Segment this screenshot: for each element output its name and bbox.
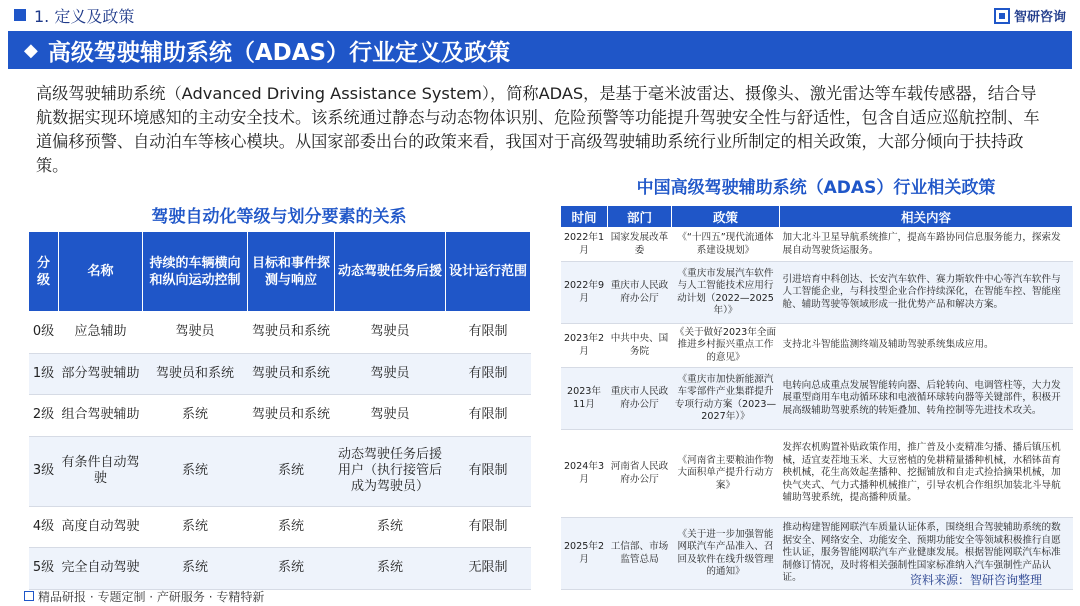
table-cell: 应急辅助 xyxy=(59,312,143,354)
table-cell: 《关于做好2023年全面推进乡村振兴重点工作的意见》 xyxy=(672,324,780,368)
table-cell: 5级 xyxy=(29,548,59,590)
logo-text: 智研咨询 xyxy=(1013,10,1066,25)
table-cell: 驾驶员 xyxy=(335,395,446,437)
table-row xyxy=(29,395,531,437)
footer-text: 精品研报 · 专题定制 · 产研服务 · 专精特新 xyxy=(38,589,265,604)
table-cell: 《“十四五”现代流通体系建设规划》 xyxy=(672,228,780,262)
table-cell: 系统 xyxy=(248,436,335,506)
table-row xyxy=(29,548,531,590)
table-cell: 有限制 xyxy=(446,312,531,354)
table-cell: 重庆市人民政府办公厅 xyxy=(608,368,672,430)
table-row xyxy=(561,368,1073,430)
table-cell: 2023年11月 xyxy=(561,368,608,430)
brand-logo xyxy=(994,6,1066,25)
table-cell: 驾驶员和系统 xyxy=(248,312,335,354)
table-cell: 1级 xyxy=(29,353,59,395)
table-cell: 驾驶员 xyxy=(335,312,446,354)
table-cell: 系统 xyxy=(335,548,446,590)
table-cell: 2023年2月 xyxy=(561,324,608,368)
column-header: 相关内容 xyxy=(780,206,1073,228)
column-header: 设计运行范围 xyxy=(446,232,531,312)
source-note: 资料来源：智研咨询整理 xyxy=(909,573,1042,587)
table-row xyxy=(29,353,531,395)
table-cell: 发挥农机购置补贴政策作用，推广普及小麦精准匀播、播后镇压机械，适宜麦茬地玉米、大豆密植的免耕精量播种机械，水稻钵苗育秧机械，花生高效起垄播种、挖掘铺放和自走式捡拾摘果机械，加快气夹式、气力式播种机械推广，引导农机合作组织加装北斗导航辅助驾驶系统，提高播种质量。 xyxy=(780,430,1073,518)
intro-paragraph: 高级驾驶辅助系统（Advanced Driving Assistance System），简称ADAS，是基于毫米波雷达、摄像头、激光雷达等车载传感器，结合导航数据实现环境感知的主动安全技术。该系统通过静态与动态物体识别、危险预警等功能提升驾驶安全性与舒适性，包含自适应巡航控制、车道偏移预警、自动泊车等核心模块。从国家部委出台的政策来看，我国对于高级驾驶辅助系统行业所制定的相关政策，大部分倾向于扶持政策。 xyxy=(36,84,1040,175)
column-header: 名称 xyxy=(59,232,143,312)
table-cell: 《河南省主要粮油作物大面积单产提升行动方案》 xyxy=(672,430,780,518)
automation-level-table xyxy=(28,231,531,590)
policy-table-title: 中国高级驾驶辅助系统（ADAS）行业相关政策 xyxy=(636,178,996,198)
table-row xyxy=(561,324,1073,368)
table-cell: 无限制 xyxy=(446,548,531,590)
table-cell: 驾驶员和系统 xyxy=(248,395,335,437)
table-cell: 高度自动驾驶 xyxy=(59,506,143,548)
section-bar xyxy=(0,0,1080,30)
table-cell: 系统 xyxy=(248,548,335,590)
table-row xyxy=(29,436,531,506)
report-icon xyxy=(24,591,34,601)
policy-table xyxy=(560,205,1073,590)
table-cell: 2025年2月 xyxy=(561,518,608,590)
table-header-row xyxy=(29,232,531,312)
table-cell: 2022年1月 xyxy=(561,228,608,262)
section-label: 1. 定义及政策 xyxy=(34,6,135,26)
table-cell: 组合驾驶辅助 xyxy=(59,395,143,437)
table-cell: 河南省人民政府办公厅 xyxy=(608,430,672,518)
page-title: 高级驾驶辅助系统（ADAS）行业定义及政策 xyxy=(47,39,511,66)
table-cell: 引进培育中科创达、长安汽车软件、赛力斯软件中心等汽车软件与人工智能企业，与科技型企业合作持续深化，在智能车控、智能座舱、辅助驾驶等领域形成一批优势产品和解决方案。 xyxy=(780,262,1073,324)
section-square-icon xyxy=(14,9,26,21)
table-cell: 推动构建智能网联汽车质量认证体系，围绕组合驾驶辅助系统的数据安全、网络安全、功能安全、预期功能安全等领域积极推行自愿性认证，服务智能网联汽车产业健康发展。根据智能网联汽车标准制修订情况，及时将相关强制性国家标准纳入汽车强制性产品认证。 xyxy=(780,518,1073,590)
table-cell: 2级 xyxy=(29,395,59,437)
title-bar xyxy=(8,31,1072,69)
table-row xyxy=(561,262,1073,324)
table-cell: 完全自动驾驶 xyxy=(59,548,143,590)
logo-mark-icon xyxy=(994,8,1010,24)
table-cell: 《重庆市加快新能源汽车零部件产业集群提升专项行动方案（2023—2027年）》 xyxy=(672,368,780,430)
table-cell: 系统 xyxy=(143,395,248,437)
column-header: 政策 xyxy=(672,206,780,228)
table-header-row xyxy=(561,206,1073,228)
table-row xyxy=(561,228,1073,262)
column-header: 分级 xyxy=(29,232,59,312)
table-cell: 有限制 xyxy=(446,353,531,395)
table-cell: 2024年3月 xyxy=(561,430,608,518)
level-table-title: 驾驶自动化等级与划分要素的关系 xyxy=(151,207,407,227)
table-cell: 《重庆市发展汽车软件与人工智能技术应用行动计划（2022—2025年）》 xyxy=(672,262,780,324)
column-header: 部门 xyxy=(608,206,672,228)
table-cell: 电转向总成重点发展智能转向器、后轮转向、电调管柱等，大力发展重型商用车电动循环球和电液循环球转向器等关键部件，积极开展高级辅助驾驶系统的转矩叠加、转角控制等先进技术攻关。 xyxy=(780,368,1073,430)
table-cell: 动态驾驶任务后援用户（执行接管后成为驾驶员） xyxy=(335,436,446,506)
table-cell: 加大北斗卫星导航系统推广，提高车路协同信息服务能力，探索发展自动驾驶货运服务。 xyxy=(780,228,1073,262)
table-cell: 4级 xyxy=(29,506,59,548)
table-cell: 《关于进一步加强智能网联汽车产品准入、召回及软件在线升级管理的通知》 xyxy=(672,518,780,590)
table-cell: 有条件自动驾驶 xyxy=(59,436,143,506)
table-cell: 重庆市人民政府办公厅 xyxy=(608,262,672,324)
table-cell: 系统 xyxy=(143,548,248,590)
diamond-icon: ◆ xyxy=(24,39,38,61)
table-cell: 驾驶员 xyxy=(143,312,248,354)
table-row xyxy=(29,506,531,548)
table-cell: 中共中央、国务院 xyxy=(608,324,672,368)
footer-bar xyxy=(0,586,1080,606)
table-cell: 国家发展改革委 xyxy=(608,228,672,262)
column-header: 目标和事件探测与响应 xyxy=(248,232,335,312)
table-cell: 0级 xyxy=(29,312,59,354)
table-cell: 驾驶员和系统 xyxy=(143,353,248,395)
table-cell: 系统 xyxy=(248,506,335,548)
table-row xyxy=(29,312,531,354)
table-row xyxy=(561,430,1073,518)
column-header: 动态驾驶任务后援 xyxy=(335,232,446,312)
table-cell: 系统 xyxy=(143,436,248,506)
table-cell: 系统 xyxy=(335,506,446,548)
table-cell: 支持北斗智能监测终端及辅助驾驶系统集成应用。 xyxy=(780,324,1073,368)
column-header: 持续的车辆横向和纵向运动控制 xyxy=(143,232,248,312)
table-cell: 驾驶员 xyxy=(335,353,446,395)
table-cell: 工信部、市场监管总局 xyxy=(608,518,672,590)
table-cell: 有限制 xyxy=(446,436,531,506)
table-cell: 驾驶员和系统 xyxy=(248,353,335,395)
column-header: 时间 xyxy=(561,206,608,228)
table-cell: 3级 xyxy=(29,436,59,506)
table-cell: 系统 xyxy=(143,506,248,548)
table-cell: 部分驾驶辅助 xyxy=(59,353,143,395)
table-cell: 2022年9月 xyxy=(561,262,608,324)
table-cell: 有限制 xyxy=(446,395,531,437)
table-cell: 有限制 xyxy=(446,506,531,548)
